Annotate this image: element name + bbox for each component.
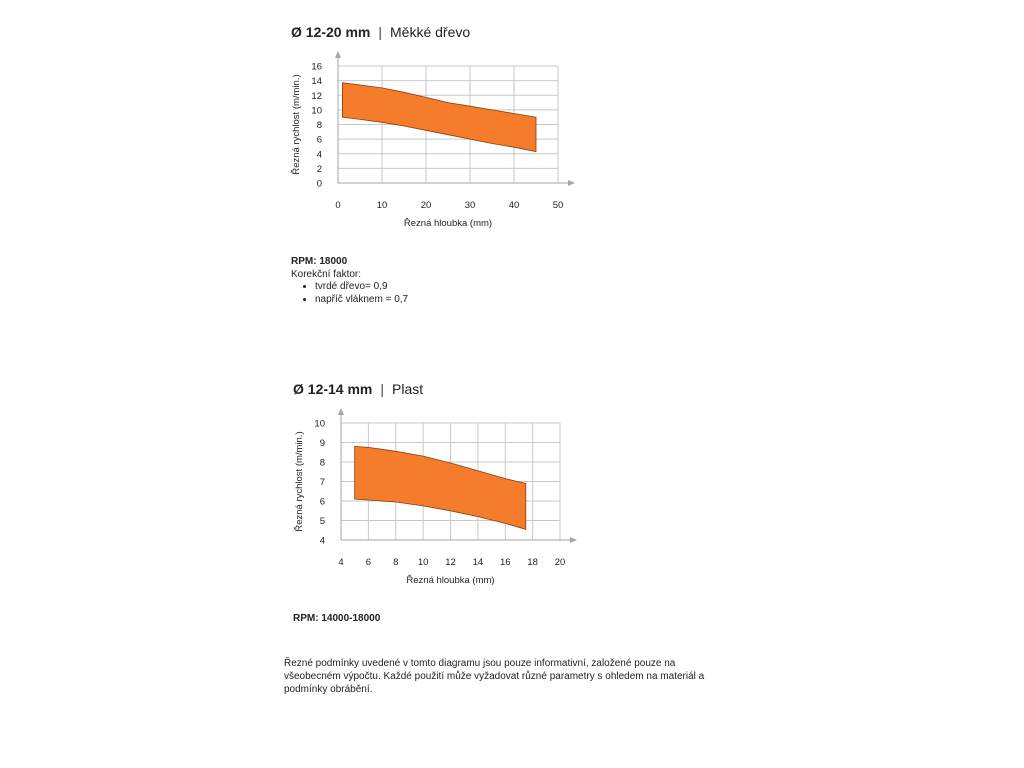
chart-2-y-tick-label: 5 bbox=[319, 516, 325, 527]
correction-item: • tvrdé dřevo= 0,9 bbox=[315, 281, 408, 294]
chart-2-notes bbox=[293, 613, 380, 626]
chart-2-y-tick-label: 4 bbox=[319, 535, 325, 547]
chart-2-y-axis-arrow bbox=[338, 408, 344, 415]
correction-item: • napříč vláknem = 0,7 bbox=[315, 294, 408, 307]
chart-1-y-tick-label: 0 bbox=[316, 178, 322, 190]
chart-2-x-tick-label: 20 bbox=[554, 557, 566, 568]
chart-1-y-tick-label: 2 bbox=[316, 163, 322, 175]
chart-2-rpm: RPM: 14000-18000 bbox=[293, 613, 381, 624]
chart-1-y-tick-label: 12 bbox=[311, 90, 322, 102]
chart-1-y-tick-label: 6 bbox=[316, 134, 322, 146]
chart-2-x-axis-label: Řezná hloubka (mm) bbox=[406, 575, 495, 586]
chart-2-y-tick-label: 6 bbox=[319, 496, 325, 508]
chart-2-x-tick-label: 10 bbox=[417, 557, 429, 568]
chart-2-diameter: Ø 12-14 mm bbox=[293, 381, 373, 397]
chart-2-x-tick-label: 12 bbox=[445, 557, 456, 568]
chart-2-y-axis-label: Řezná rychlost (m/min.) bbox=[294, 431, 305, 532]
chart-2-x-axis-arrow bbox=[570, 537, 577, 543]
chart-1-x-tick-label: 50 bbox=[552, 200, 564, 211]
chart-1-diameter: Ø 12-20 mm bbox=[291, 24, 371, 40]
chart-1-y-tick-label: 10 bbox=[311, 105, 322, 117]
chart-2-speed-band bbox=[355, 446, 526, 529]
chart-1-y-tick-label: 8 bbox=[316, 120, 322, 131]
chart-1-y-tick-label: 4 bbox=[316, 149, 322, 161]
chart-1-y-axis-label: Řezná rychlost (m/min.) bbox=[291, 74, 302, 175]
chart-2-y-tick-label: 7 bbox=[319, 477, 325, 488]
chart-1-x-tick-label: 40 bbox=[508, 200, 520, 211]
chart-2-material: Plast bbox=[392, 381, 424, 397]
chart-1-material: Měkké dřevo bbox=[390, 24, 471, 40]
chart-1-x-tick-label: 20 bbox=[420, 200, 432, 211]
chart-2-x-tick-label: 6 bbox=[365, 557, 372, 568]
chart-2-y-tick-label: 10 bbox=[314, 418, 325, 430]
chart-2-x-tick-label: 8 bbox=[393, 557, 399, 568]
chart-2-separator: | bbox=[380, 381, 385, 397]
chart-1-x-tick-label: 10 bbox=[376, 200, 388, 211]
chart-1-x-axis-label: Řezná hloubka (mm) bbox=[403, 218, 493, 229]
chart-1-rpm: RPM: 18000 bbox=[291, 256, 348, 267]
chart-2-y-tick-label: 9 bbox=[319, 438, 325, 449]
chart-2-x-tick-label: 14 bbox=[472, 557, 484, 568]
disclaimer-text: Řezné podmínky uvedené v tomto diagramu jsou pouze informativní, založené pouze na všeobecném výpočtu. Každé použití může vyžadovat různé parametry s ohledem na materiál a podmínky obrábění. bbox=[284, 658, 705, 695]
chart-1-y-tick-label: 16 bbox=[311, 61, 322, 73]
chart-1-x-tick-label: 0 bbox=[335, 200, 341, 211]
chart-2-x-tick-label: 16 bbox=[499, 557, 511, 568]
chart-1-y-tick-label: 14 bbox=[311, 76, 322, 88]
chart-2-y-tick-label: 8 bbox=[319, 457, 325, 469]
correction-heading: Korekční faktor: bbox=[291, 268, 362, 280]
chart-2-x-tick-label: 18 bbox=[527, 557, 538, 568]
chart-1-separator: | bbox=[378, 24, 383, 40]
chart-2-x-tick-label: 4 bbox=[338, 557, 344, 568]
chart-1-x-tick-label: 30 bbox=[464, 200, 476, 211]
